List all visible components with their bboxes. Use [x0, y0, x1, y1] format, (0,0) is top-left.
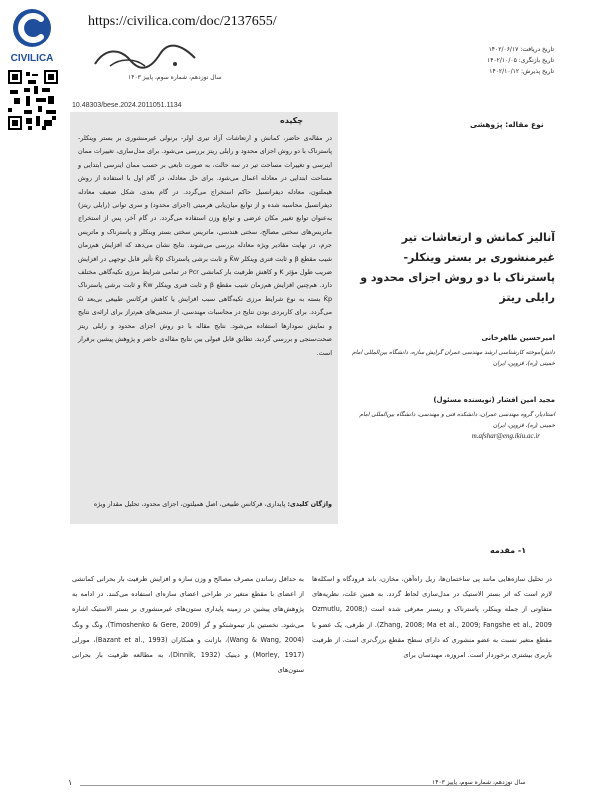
journal-issue: سال نوزدهم، شماره سوم، پاییز ۱۴۰۳: [128, 74, 222, 81]
doi[interactable]: 10.48303/bese.2024.2011051.1134: [72, 102, 182, 109]
body-column-right: در تحلیل سازه‌هایی مانند پی ساختمان‌ها، ریل راه‌آهن، مخازن، باند فرودگاه و اسکله‌ها لازم است که اثر بستر الاستیک در مدل‌سازی لحاظ گردد. به همین علت، نظریه‌های متفاوتی از جمله وینکلر، پاسترناک و ریسنر معرفی شده است (Ozmutlu, 2008; Zhang, 2008; Ma et al., 2009; Fangshe et al., 2009). از طرفی، یک عضو با مقطع متغیر نسبت به عضو منشوری که دارای سطح مقطع بزرگ‌تری است، از ظرفیت باربری بیشتری برخوردار است. امروزه، مهندسان برای: [312, 575, 552, 660]
section-heading: ۱- مقدمه: [490, 546, 527, 555]
keywords-label: واژگان کلیدی:: [287, 500, 332, 508]
author-name: مجید امین افشار (نویسنده مسئول): [433, 396, 555, 404]
site-name: CIVILICA: [10, 53, 54, 64]
document-url[interactable]: https://civilica.com/doc/2137655/: [88, 14, 277, 29]
accepted-date: تاریخ پذیرش: ۱۴۰۲/۱۰/۱۲: [489, 68, 554, 75]
page-number: ۱: [68, 778, 73, 787]
received-date: تاریخ دریافت: ۱۴۰۲/۰۶/۱۷: [488, 46, 554, 53]
civilica-logo[interactable]: [4, 6, 60, 64]
author-name: امیرحسین طاهرخانی: [481, 334, 555, 342]
qr-code: [8, 70, 58, 130]
journal-logo: [90, 44, 200, 72]
body-column-left: به حداقل رساندن مصرف مصالح و وزن سازه و افزایش ظرفیت بار بحرانی کمانشی از اعضای با مقطع متغیر در طراحی اعضای سازه‌ای استفاده می‌کنند. در ادامه به پژوهش‌های پیشین در زمینه پایداری ستون‌های غیرمنشوری بر بستر الاستیک اشاره می‌شود. نخستین بار تیموشنکو و گر (Timoshenko & Gere, 2009)، ونگ و ونگ (Wang & Wang, 2004)، بازانت و همکاران (Bazant et al., 1993)، مورلی (Morley, 1917) و دینیک (Dinnik, 1932)، به مطالعه ظرفیت بار بحرانی ستون‌های: [72, 575, 305, 675]
article-dates: [444, 44, 554, 77]
author-affiliation: استادیار، گروه مهندسی عمران، دانشکده فنی و مهندسی، دانشگاه بین‌المللی امام خمینی (ره)، قزوین، ایران: [359, 412, 555, 429]
article-title: آنالیز کمانش و ارتعاشات تیر غیرمنشوری بر بستر وینکلر- پاسترناک با دو روش اجزای محدود و رایلی ریتز: [360, 231, 555, 304]
abstract-heading: چکیده: [280, 116, 304, 125]
author-affiliation: دانش‌آموخته کارشناسی ارشد مهندسی عمران گرایش سازه، دانشگاه بین‌المللی امام خمینی (ره)، قزوین، ایران: [352, 350, 555, 367]
abstract-text: در مقاله‌ی حاضر، کمانش و ارتعاشات آزاد تیری اولر- برنولی غیرمنشوری بر بستر وینکلر- پاسترناک با دو روش اجزای محدود و رایلی ریتز بررسی می‌شود. برای مدل‌سازی، تغییرات ممان اینرسی و تغییرات مساحت تیر در سه حالت، به صورت تابعی بر حسب ممان اینرسی ابتدایی و مساحت ابتدایی در معادله اعمال می‌شود. برای حل معادله، در گام اول با استفاده از روش هیملتون، معادله دیفرانسیل حاکم استخراج می‌گردد. در گام بعدی، شکل ضعیف معادله دیفرانسیل محاسبه شده و از توابع میان‌یابی هرمیتی (اجزای محدود) و سری توانی (رایلی ریتز) به‌عنوان توابع تغییر مکان عرضی و توابع وزن استفاده می‌گردد. در گام آخر، پس از استخراج ماتریس‌های سختی مصالح، سختی هندسی، ماتریس سختی بستر وینکلر و پاسترناک و ماتریس جرم، در نهایت مقادیر ویژه معادله بررسی می‌شوند. نتایج نشان می‌دهد که افزایش هم‌زمان شیب مقطع β و ثابت فنری وینکلر K̄w و ثابت برشی پاسترناک K̄p تأثیر قابل توجهی در افزایش ضریب طول مؤثر K و کاهش ظرفیت بار کمانشی Pcr در تمامی شرایط مرزی تکیه‌گاهی مختلف دارد. هم‌چنین افزایش هم‌زمان شیب مقطع β و ثابت فنری وینکلر K̄w و ثابت برشی پاسترناک K̄p بسته به نوع شرایط مرزی تکیه‌گاهی سبب افزایش یا کاهش فرکانس طبیعی بی‌بعد ω̄ می‌گردد. برای کاربردی بودن نتایج در محاسبات مهندسی، از منحنی‌های هم‌تراز برای ارائه‌ی نتایج و نمایش نمودارها استفاده می‌شود. نتایج مقاله با دو روش اجزای محدود و رایلی ریتز صحت‌سنجی و بررسی گردید. تطابق قابل قبولی بین نتایج مقاله‌ی حاضر و پژوهش پیشین برقرار است.: [78, 134, 333, 357]
article-type: نوع مقاله: پژوهشی: [470, 120, 544, 129]
keywords-list: پایداری، فرکانس طبیعی، اصل همیلتون، اجزای محدود، تحلیل مقدار ویژه: [93, 500, 286, 508]
revised-date: تاریخ بازنگری: ۱۴۰۲/۱۰/۰۵: [487, 57, 554, 64]
author-email[interactable]: m.afshar@eng.ikiu.ac.ir: [471, 432, 540, 440]
footer-journal-issue: سال نوزدهم، شماره سوم، پاییز ۱۴۰۳: [432, 779, 526, 786]
keywords: [78, 498, 332, 510]
